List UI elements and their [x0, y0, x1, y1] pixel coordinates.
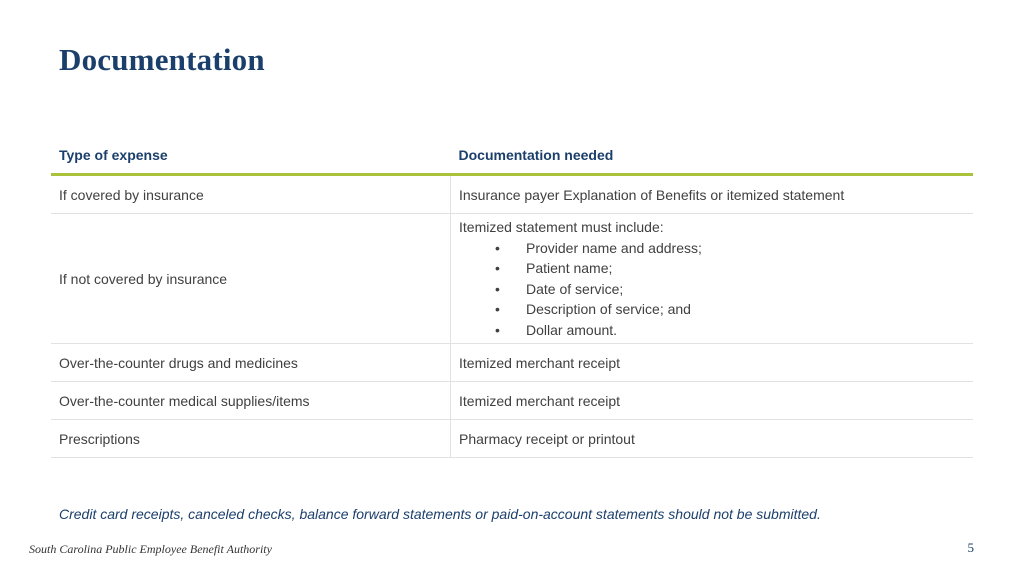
page-number: 5: [967, 540, 974, 555]
expense-cell: If not covered by insurance: [51, 214, 451, 344]
table-row: [51, 420, 973, 458]
header-type-of-expense: Type of expense: [51, 136, 451, 175]
bullet-icon: •: [495, 260, 500, 276]
table-header-row: [51, 136, 973, 175]
expense-cell: Over-the-counter drugs and medicines: [51, 344, 451, 382]
table-row: [51, 175, 973, 214]
requirements-list: [459, 238, 965, 341]
expense-cell: Over-the-counter medical supplies/items: [51, 382, 451, 420]
slide-title: Documentation: [59, 42, 265, 77]
list-item: [459, 299, 965, 320]
footer-organization: South Carolina Public Employee Benefit Authority: [29, 542, 272, 556]
table-row: [51, 344, 973, 382]
submission-note: Credit card receipts, canceled checks, balance forward statements or paid-on-account statements should not be submitted.: [59, 506, 821, 522]
list-item-text: Provider name and address;: [526, 239, 702, 256]
requirements-intro: Itemized statement must include:: [459, 219, 664, 235]
list-item: [459, 238, 965, 259]
documentation-table: [51, 136, 973, 458]
bullet-icon: •: [495, 301, 500, 317]
bullet-icon: •: [495, 239, 500, 256]
documentation-cell: Itemized merchant receipt: [451, 344, 974, 382]
documentation-cell: Insurance payer Explanation of Benefits or itemized statement: [451, 175, 974, 214]
list-item-text: Dollar amount.: [526, 321, 618, 338]
bullet-icon: •: [495, 321, 500, 338]
documentation-cell: [451, 214, 974, 344]
table-row: [51, 382, 973, 420]
table-row: [51, 214, 973, 344]
expense-cell: Prescriptions: [51, 420, 451, 458]
list-item: [459, 320, 965, 341]
list-item-text: Description of service; and: [526, 301, 691, 317]
header-documentation-needed: Documentation needed: [451, 136, 974, 175]
list-item: [459, 279, 965, 300]
list-item: [459, 258, 965, 279]
documentation-cell: Pharmacy receipt or printout: [451, 420, 974, 458]
documentation-cell: Itemized merchant receipt: [451, 382, 974, 420]
list-item-text: Date of service;: [526, 280, 624, 297]
list-item-text: Patient name;: [526, 260, 613, 276]
expense-cell: If covered by insurance: [51, 175, 451, 214]
bullet-icon: •: [495, 280, 500, 297]
